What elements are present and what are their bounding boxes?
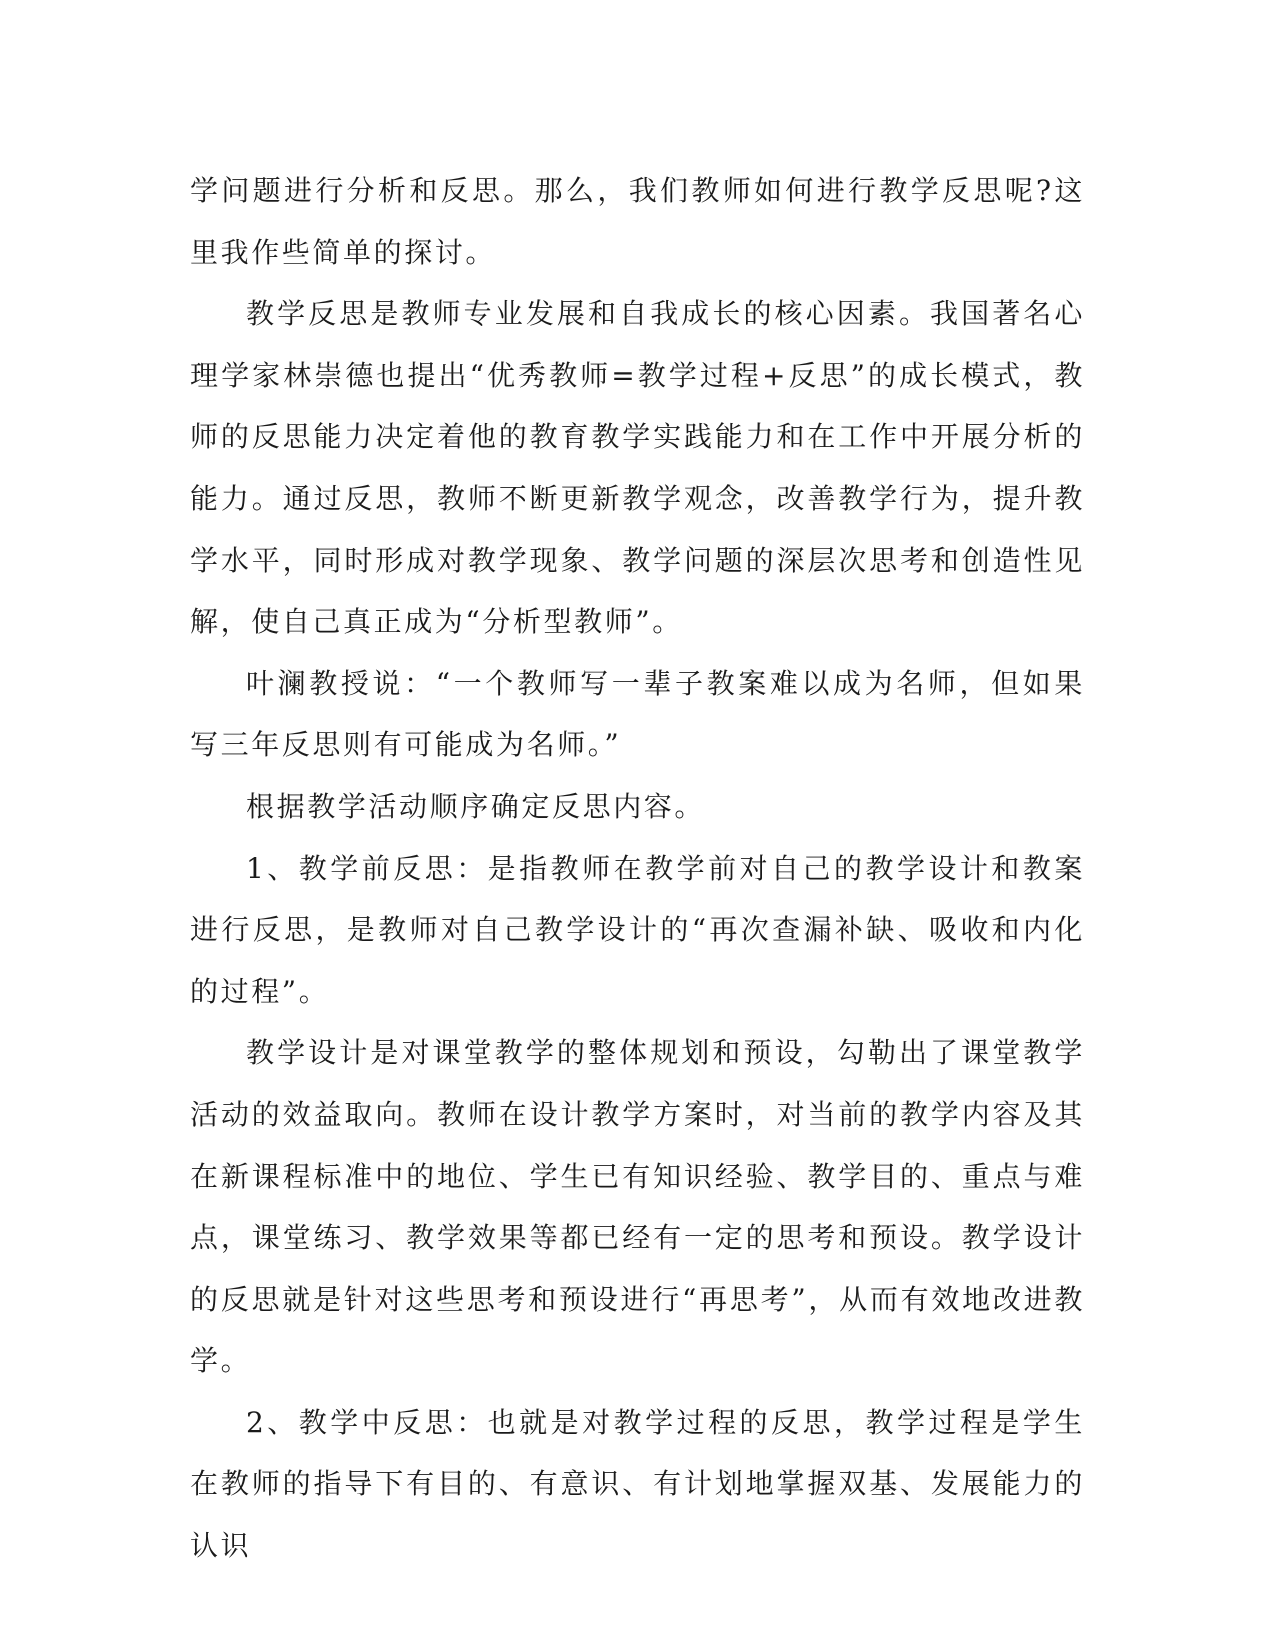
document-body (190, 160, 1085, 1577)
paragraph-reflection-core: 教学反思是教师专业发展和自我成长的核心因素。我国著名心理学家林崇德也提出“优秀教师=教学过程+反思”的成长模式，教师的反思能力决定着他的教育教学实践能力和在工作中开展分析的能力。通过反思，教师不断更新教学观念，改善教学行为，提升教学水平，同时形成对教学现象、教学问题的深层次思考和创造性见解，使自己真正成为“分析型教师”。 (190, 297, 1085, 639)
paragraph-in-teaching: 2、教学中反思：也就是对教学过程的反思，教学过程是学生在教师的指导下有目的、有意识、有计划地掌握双基、发展能力的认识 (190, 1405, 1085, 1563)
paragraph-continuation: 学问题进行分析和反思。那么，我们教师如何进行教学反思呢?这里我作些简单的探讨。 (190, 174, 1085, 269)
paragraph-ye-lan-quote: 叶澜教授说：“一个教师写一辈子教案难以成为名师，但如果写三年反思则有可能成为名师。” (190, 666, 1085, 762)
paragraph-reflection-order: 根据教学活动顺序确定反思内容。 (246, 789, 706, 823)
paragraph-teaching-design: 教学设计是对课堂教学的整体规划和预设，勾勒出了课堂教学活动的效益取向。教师在设计教学方案时，对当前的教学内容及其在新课程标准中的地位、学生已有知识经验、教学目的、重点与难点，课堂练习、教学效果等都已经有一定的思考和预设。教学设计的反思就是针对这些思考和预设进行“再思考”，从而有效地改进教学。 (190, 1036, 1085, 1378)
paragraph-pre-teaching: 1、教学前反思：是指教师在教学前对自己的教学设计和教案进行反思，是教师对自己教学设计的“再次查漏补缺、吸收和内化的过程”。 (190, 851, 1085, 1008)
